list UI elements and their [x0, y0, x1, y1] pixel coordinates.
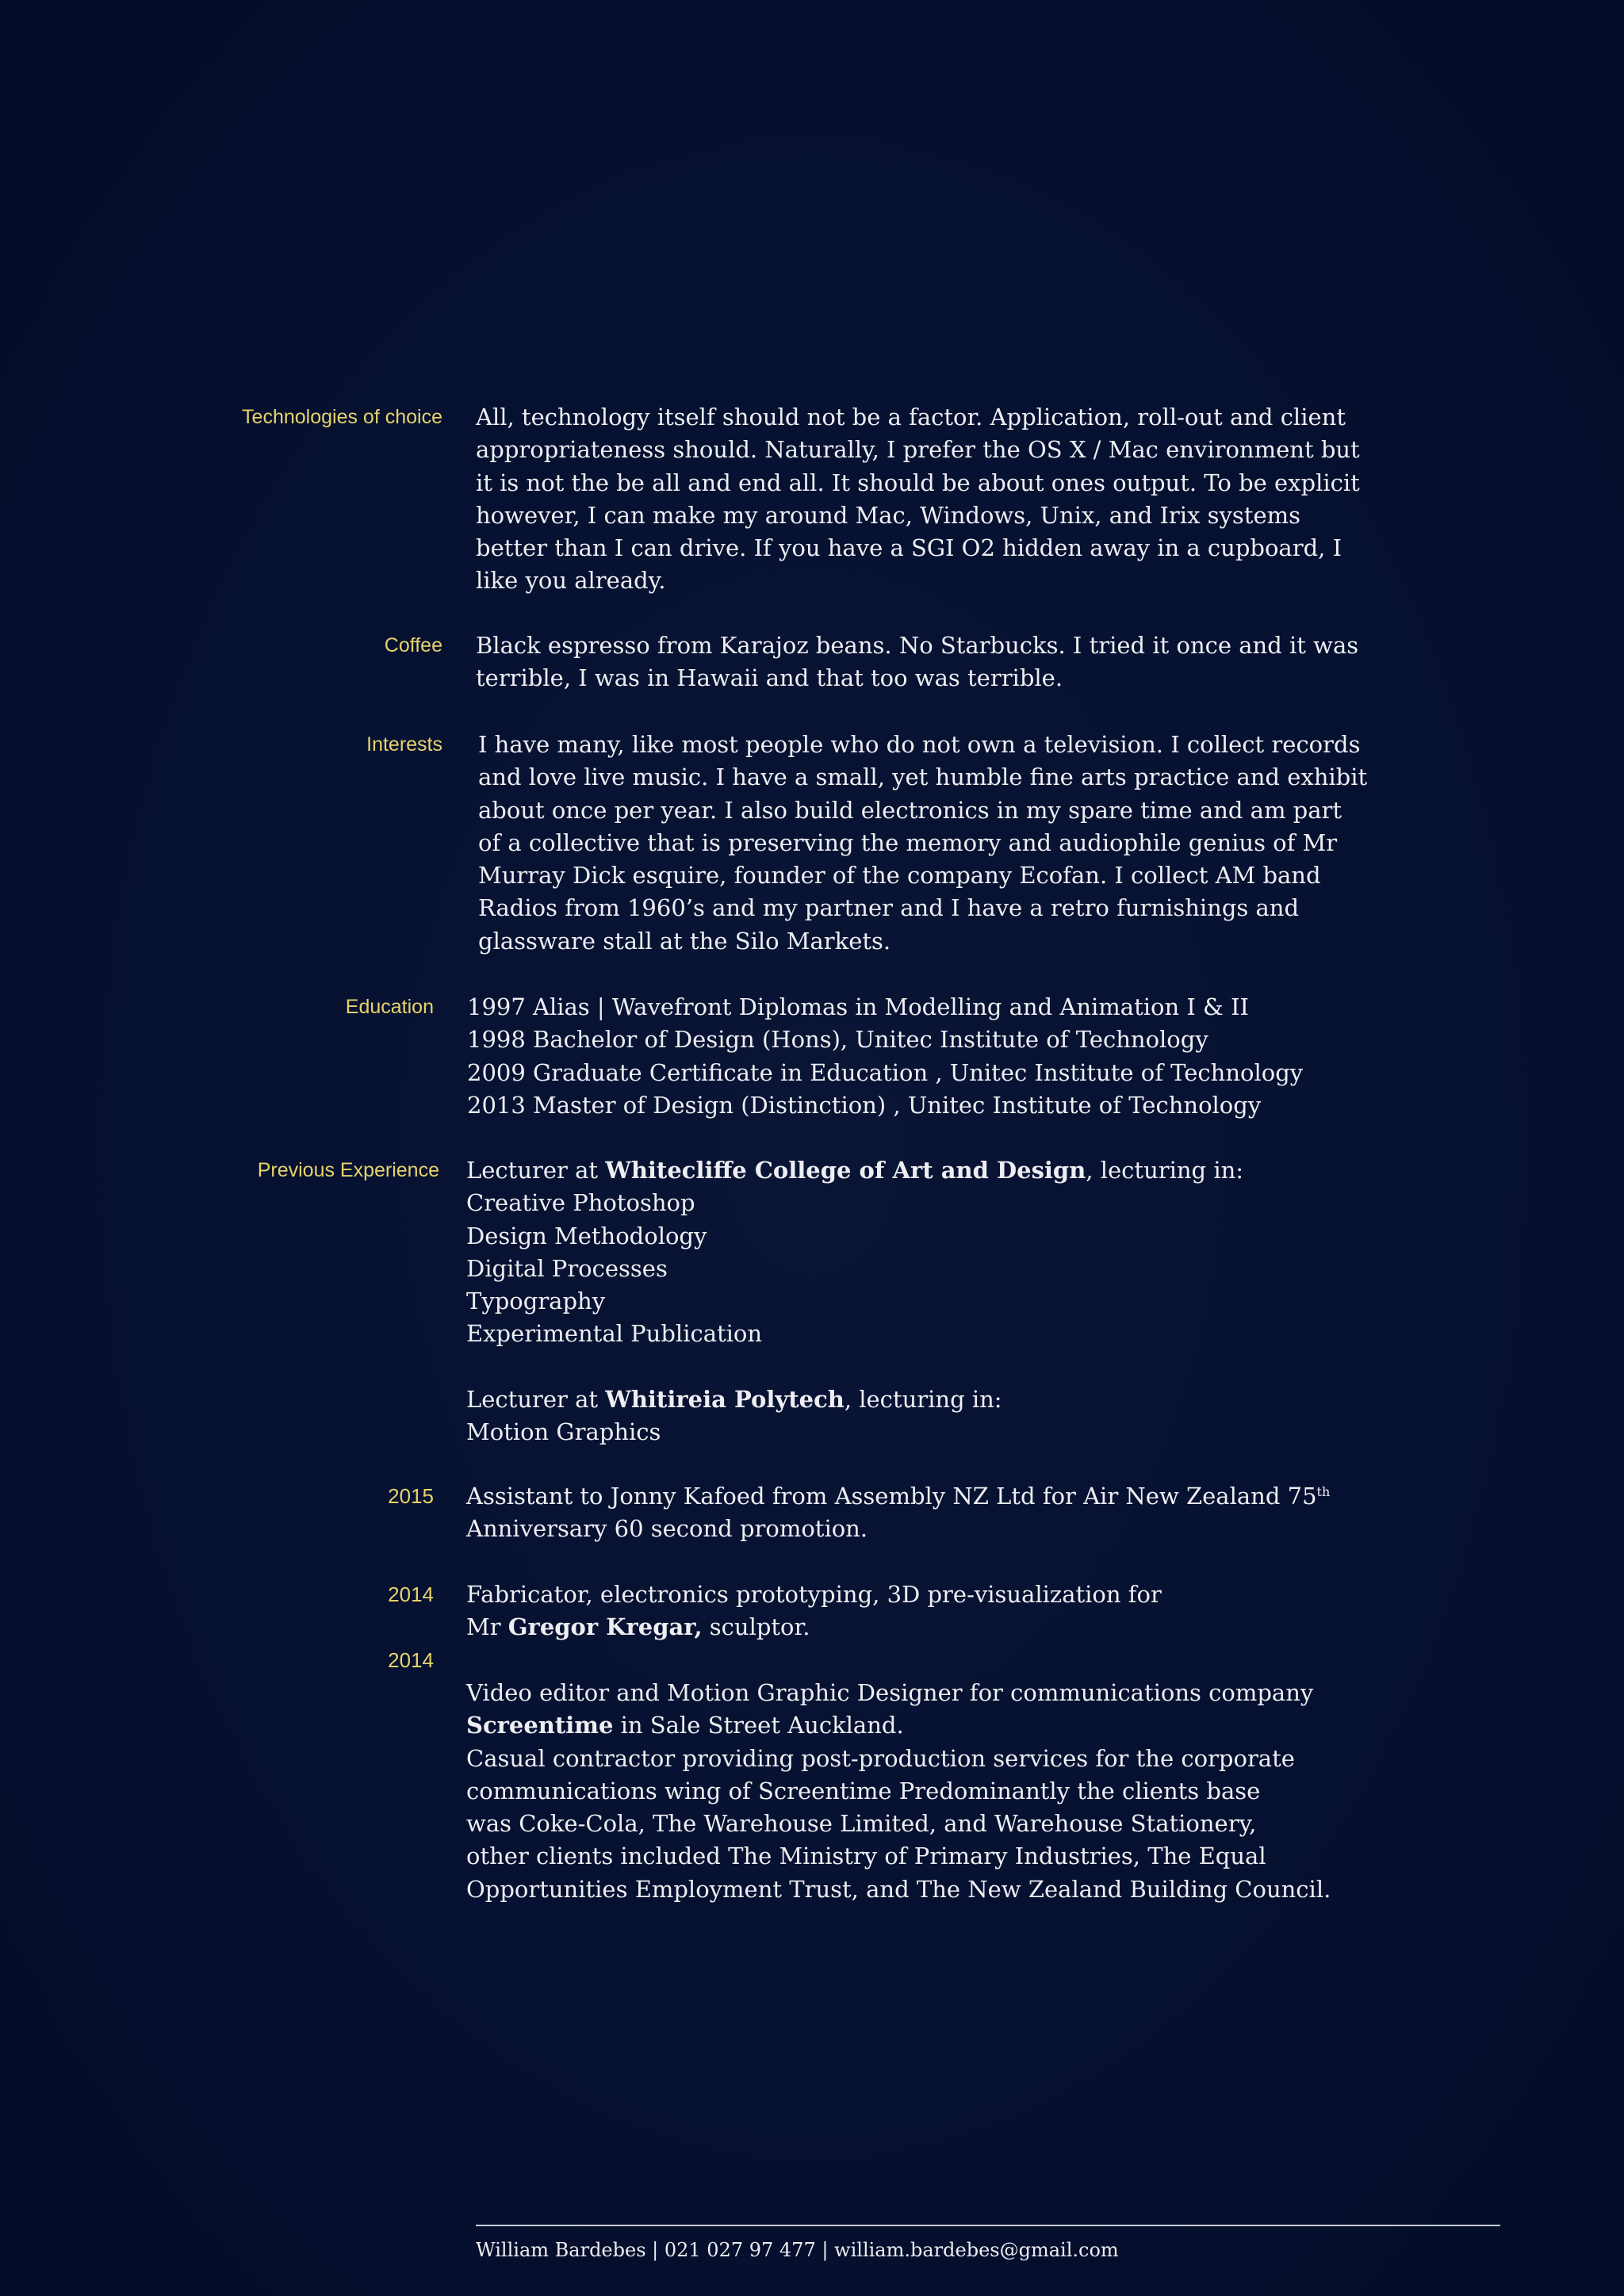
course-item: Typography — [466, 1288, 606, 1315]
person-name: Gregor Kregar, — [508, 1613, 703, 1641]
text-line: All, technology itself should not be a factor. Application, roll-out and client — [476, 404, 1346, 430]
text-line: Video editor and Motion Graphic Designer for communications company — [466, 1679, 1314, 1706]
text-line: like you already. — [476, 567, 666, 595]
label-previous-experience: Previous Experience — [257, 1159, 439, 1181]
text-line: it is not the be all and end all. It should be about ones output. To be explicit — [476, 469, 1360, 496]
text-line — [466, 1611, 1162, 1644]
text-line: and love live music. I have a small, yet humble fine arts practice and exhibit — [478, 763, 1368, 791]
text-line: about once per year. I also build electronics in my spare time and am part — [478, 796, 1342, 824]
org-name: Whitecliffe College of Art and Design — [605, 1157, 1086, 1184]
course-item: Motion Graphics — [466, 1418, 661, 1446]
text-line: Murray Dick esquire, founder of the company Ecofan. I collect AM band — [478, 862, 1321, 890]
course-item: Creative Photoshop — [466, 1189, 695, 1217]
text-prefix: Lecturer at — [466, 1157, 606, 1184]
text-prefix: Lecturer at — [466, 1386, 606, 1414]
text-suffix: sculptor. — [702, 1613, 810, 1641]
text-prefix: Assistant to Jonny Kafoed from Assembly NZ Ltd for Air New Zealand 75 — [466, 1483, 1317, 1510]
text-coffee — [476, 629, 1358, 695]
label-technologies: Technologies of choice — [242, 406, 442, 428]
text-line: Fabricator, electronics prototyping, 3D pre-visualization for — [466, 1581, 1162, 1608]
course-item: Design Methodology — [466, 1222, 707, 1249]
text-interests — [478, 729, 1367, 958]
text-line — [466, 1709, 1331, 1742]
text-suffix: , lecturing in: — [1086, 1157, 1244, 1184]
text-line: better than I can drive. If you have a SGI O2 hidden away in a cupboard, I — [476, 534, 1342, 562]
text-job-2015 — [466, 1480, 1330, 1546]
text-line: 2009 Graduate Certificate in Education , Unitec Institute of Technology — [467, 1058, 1304, 1086]
course-item: Experimental Publication — [466, 1320, 763, 1348]
text-line — [466, 1480, 1330, 1513]
label-coffee: Coffee — [384, 634, 442, 656]
text-line: of a collective that is preserving the memory and audiophile genius of Mr — [478, 828, 1338, 856]
org-name: Whitireia Polytech — [605, 1386, 845, 1414]
text-line: Anniversary 60 second promotion. — [466, 1515, 868, 1543]
text-suffix: in Sale Street Auckland. — [613, 1712, 904, 1739]
label-education: Education — [345, 996, 434, 1018]
text-line — [466, 1383, 1243, 1416]
text-line: 1998 Bachelor of Design (Hons), Unitec Institute of Technology — [467, 1026, 1208, 1054]
text-line: Opportunities Employment Trust, and The New Zealand Building Council. — [466, 1875, 1331, 1903]
text-line: other clients included The Ministry of Primary Industries, The Equal — [466, 1843, 1266, 1870]
text-line: glassware stall at the Silo Markets. — [478, 927, 891, 955]
label-year-2015: 2015 — [388, 1484, 434, 1508]
text-technologies — [476, 401, 1360, 598]
text-line: Casual contractor providing post-production services for the corporate — [466, 1744, 1295, 1772]
ordinal-suffix: th — [1316, 1484, 1331, 1499]
text-line: communications wing of Screentime Predominantly the clients base — [466, 1777, 1261, 1804]
text-line — [466, 1154, 1243, 1187]
text-job-2014-fabricator — [466, 1578, 1162, 1644]
text-line: Radios from 1960’s and my partner and I have a retro furnishings and — [478, 894, 1300, 922]
text-line: 1997 Alias | Wavefront Diplomas in Modelling and Animation I & II — [467, 993, 1249, 1020]
company-name: Screentime — [466, 1712, 614, 1739]
text-line: Black espresso from Karajoz beans. No Starbucks. I tried it once and it was — [476, 632, 1359, 659]
text-line: I have many, like most people who do not own a television. I collect records — [478, 731, 1361, 758]
text-line: was Coke-Cola, The Warehouse Limited, and Warehouse Stationery, — [466, 1810, 1257, 1838]
text-line: however, I can make my around Mac, Windows, Unix, and Irix systems — [476, 501, 1300, 529]
footer-divider — [476, 2225, 1500, 2226]
label-interests: Interests — [366, 733, 442, 756]
text-prefix: Mr — [466, 1613, 508, 1641]
text-previous-experience — [466, 1154, 1243, 1449]
text-line: terrible, I was in Hawaii and that too was terrible. — [476, 664, 1063, 692]
text-job-2014-screentime — [466, 1677, 1331, 1906]
text-line: 2013 Master of Design (Distinction) , Unitec Institute of Technology — [467, 1091, 1262, 1119]
spacer — [466, 1351, 1243, 1383]
label-year-2014: 2014 — [388, 1582, 434, 1606]
text-line: appropriateness should. Naturally, I prefer the OS X / Mac environment but — [476, 436, 1360, 464]
footer-contact: William Bardebes | 021 027 97 477 | william.bardebes@gmail.com — [476, 2239, 1119, 2261]
text-suffix: , lecturing in: — [844, 1386, 1002, 1414]
text-education — [467, 991, 1303, 1122]
course-item: Digital Processes — [466, 1254, 668, 1282]
label-year-2014-b: 2014 — [388, 1648, 434, 1672]
